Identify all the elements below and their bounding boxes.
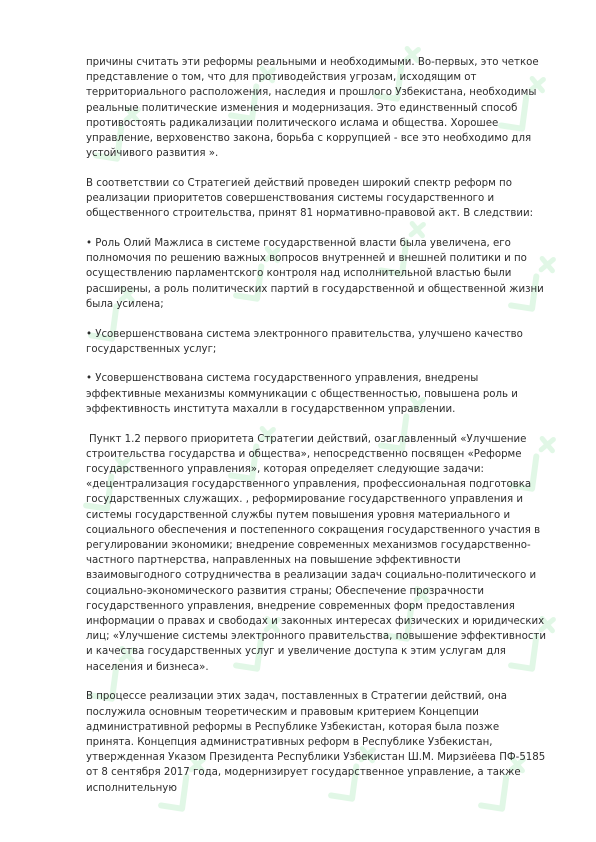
paragraph-intro: причины считать эти реформы реальными и необходимыми. Во-первых, это четкое представление о том, что для противодействия угрозам, исходящим от территориального расположения, наследия и прошлого Узбекистана, необходимы реальные политические изменения и модернизация. Это единственный способ противостоять радикализации политического ислама и общества. Хорошее управление, верховенство закона, борьба с коррупцией - все это необходимо для устойчивого развития ». (86, 57, 539, 160)
paragraph-item-1-2: Пункт 1.2 первого приоритета Стратегии действий, озаглавленный «Улучшение строительства государства и общества», непосредственно посвящен «Реформе государственного управления», которая определяет следующие задачи: «децентрализация государственного управления, профессиональная подготовка государственных служащих. , реформирование государственного управления и системы государственной службы путем повышения уровня материального и социального обеспечения и постепенного сокращения государственного участия в регулировании экономики; внедрение современных механизмов государственно-частного партнерства, направленных на повышение эффективности взаимовыгодного сотрудничества в реализации задач социально-политического и социально-экономического развития страны; Обеспечение прозрачности государственного управления, внедрение современных форм предоставления информации о правах и свободах и законных интересах физических и юридических лиц; «Улучшение системы электронного правительства, повышение эффективности и качества государственных услуг и увеличение доступа к этим услугам для населения и бизнеса». (86, 433, 546, 673)
paragraph-concept: В процессе реализации этих задач, поставленных в Стратегии действий, она послужила основным теоретическим и правовым критерием Концепции административной реформы в Республике Узбекистан, которая была позже принята. Концепция административных реформ в Республике Узбекистан, утвержденная Указом Президента Республики Узбекистан Ш.М. Мирзиёева ПФ-5185 от 8 сентября 2017 года, модернизирует государственное управление, а также исполнительную (86, 691, 546, 794)
document-body (86, 55, 548, 810)
bullet-oliy-majlis: • Роль Олий Мажлиса в системе государственной власти была увеличена, его полномочия по решению важных вопросов внутренней и внешней политики и по осуществлению парламентского контроля над исполнительной властью были расширены, а роль политических партий в государственной и общественной жизни была усилена; (86, 238, 544, 310)
paragraph-strategy: В соответствии со Стратегией действий проведен широкий спектр реформ по реализации приоритетов совершенствования системы государственного и общественного строительства, принят 81 нормативно-правовой акт. В следствии: (86, 177, 534, 220)
bullet-public-administration: • Усовершенствована система государственного управления, внедрены эффективные механизмы коммуникации с общественностью, повышена роль и эффективность института махалли в государственном управлении. (86, 373, 518, 415)
bullet-e-government: • Усовершенствована система электронного правительства, улучшено качество государственных услуг; (86, 328, 523, 355)
